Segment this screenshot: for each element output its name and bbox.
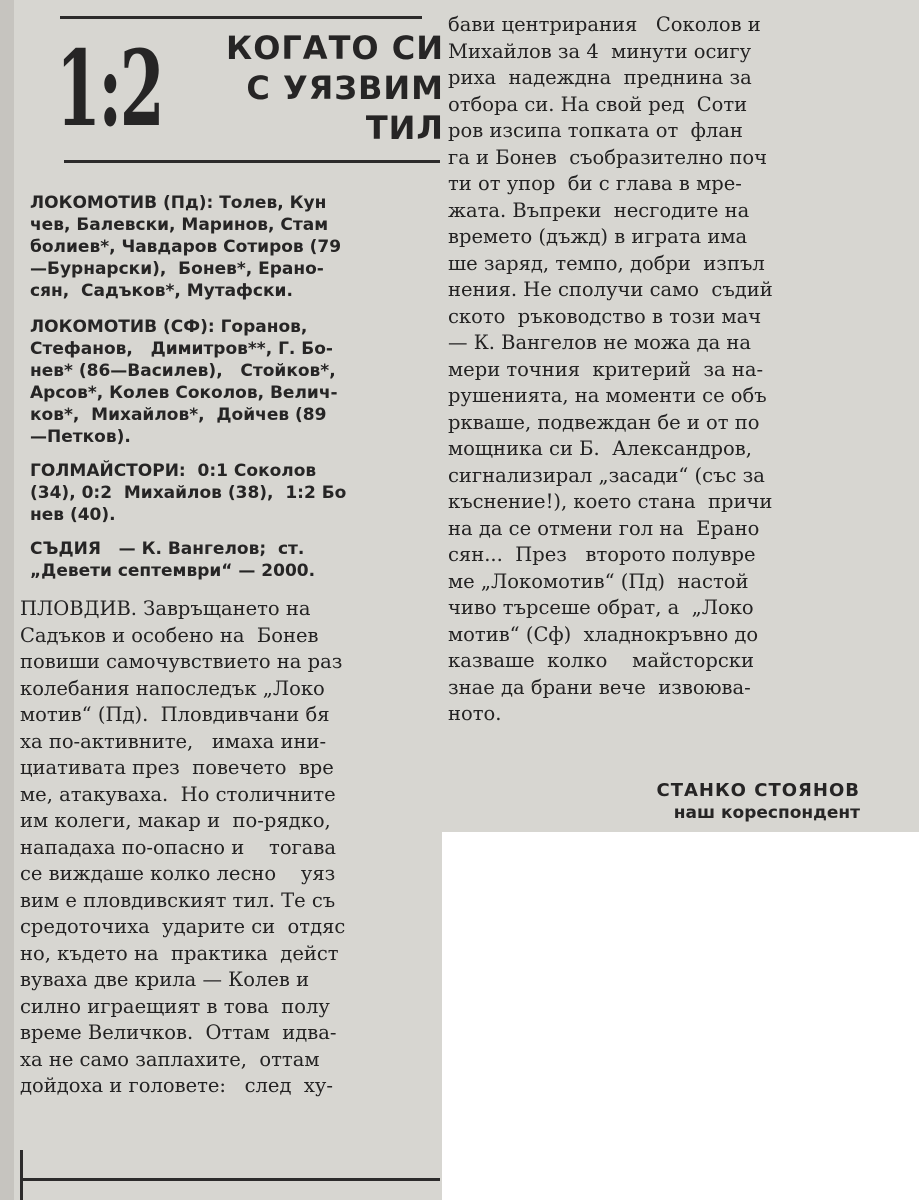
text-line: ркваше, подвеждан бе и от по [448, 410, 760, 434]
text-line: се виждаше колко лесно уяз [20, 862, 336, 885]
text-line: болиев*, Чавдаров Сотиров (79 [30, 237, 342, 257]
header-rule [64, 160, 440, 163]
headline [200, 28, 444, 148]
text-line: силно играещият в това полу [20, 994, 330, 1018]
text-line: —Петков). [30, 427, 131, 447]
text-line: га и Бонев съобразително поч [448, 145, 768, 169]
article-body-left [20, 596, 440, 1100]
text-line: ха по-активните, имаха ини- [20, 729, 327, 753]
text-line: ме „Локомотив“ (Пд) настой [448, 569, 749, 593]
text-line: чиво търсеше обрат, а „Локо [448, 596, 754, 619]
text-line: мотив“ (Сф) хладнокръвно до [448, 622, 759, 646]
text-line: сян... През второто полувре [448, 543, 756, 566]
headline-line: КОГАТО СИ [226, 29, 444, 67]
text-line: ме, атакуваха. Но столичните [20, 782, 336, 806]
text-line: но, където на практика дейст [20, 941, 339, 965]
text-line: Михайлов за 4 минути осигу [448, 39, 752, 63]
text-line: ков*, Михайлов*, Дойчев (89 [30, 405, 327, 425]
text-line: — К. Вангелов не можа да на [448, 331, 752, 354]
text-line: средоточиха ударите си отдяс [20, 915, 346, 938]
text-line: отбора си. На свой ред Соти [448, 92, 748, 116]
bottom-rule [20, 1178, 440, 1181]
text-line: ха не само заплахите, оттам [20, 1047, 320, 1071]
text-line: ти от упор би с глава в мре- [448, 172, 742, 195]
match-score: 1:2 [56, 27, 163, 150]
text-line: ското ръководство в този мач [448, 304, 762, 328]
text-line: чев, Балевски, Маринов, Стам [30, 215, 329, 235]
text-line: сигнализирал „засади“ (със за [448, 463, 765, 487]
text-line: —Бурнарски), Бонев*, Ерано- [30, 259, 324, 279]
text-line: мощника си Б. Александров, [448, 437, 752, 460]
goal-scorers [30, 460, 440, 526]
text-line: циативата през повечето вре [20, 756, 334, 779]
text-line: ше заряд, темпо, добри изпъл [448, 251, 765, 275]
text-line: нев* (86—Василев), Стойков*, [30, 361, 336, 381]
text-line: сян, Садъков*, Мутафски. [30, 281, 293, 301]
text-line: нения. Не сполучи само съдий [448, 278, 773, 301]
text-line: вим е пловдивският тил. Те съ [20, 888, 336, 912]
text-line: дойдоха и головете: след ху- [20, 1074, 333, 1097]
text-line: „Девети септември“ — 2000. [30, 561, 316, 581]
text-line: ното. [448, 702, 502, 725]
text-line: СЪДИЯ — К. Вангелов; ст. [30, 539, 305, 559]
text-line: ров изсипа топката от флан [448, 119, 743, 142]
text-line: ПЛОВДИВ. Завръщането на [20, 597, 311, 620]
text-line: Арсов*, Колев Соколов, Велич- [30, 383, 338, 403]
text-line: вуваха две крила — Колев и [20, 968, 310, 991]
text-line: жата. Въпреки несгодите на [448, 198, 750, 222]
text-line: мери точния критерий за на- [448, 357, 764, 381]
text-line: казваше колко майсторски [448, 649, 754, 672]
headline-line: С УЯЗВИМ [246, 69, 444, 107]
author-signature [560, 780, 860, 824]
text-line: бави центрирания Соколов и [448, 13, 761, 36]
text-line: Стефанов, Димитров**, Г. Бо- [30, 339, 333, 359]
article-body-right [448, 12, 914, 728]
text-line: знае да брани вече извоюва- [448, 675, 751, 699]
text-line: времето (дъжд) в играта има [448, 225, 748, 248]
author-name: СТАНКО СТОЯНОВ [656, 780, 860, 801]
text-line: повиши самочувствието на раз [20, 650, 343, 673]
top-rule [60, 16, 422, 19]
text-line: ЛОКОМОТИВ (СФ): Горанов, [30, 317, 308, 337]
text-line: нападаха по-опасно и тогава [20, 835, 337, 859]
text-line: колебания напоследък „Локо [20, 676, 325, 700]
text-line: нев (40). [30, 505, 116, 525]
referee-info [30, 538, 440, 582]
text-line: време Величков. Оттам идва- [20, 1021, 337, 1044]
corner-rule [20, 1150, 23, 1200]
text-line: ЛОКОМОТИВ (Пд): Толев, Кун [30, 193, 327, 213]
headline-line: ТИЛ [365, 109, 444, 147]
text-line: риха надеждна преднина за [448, 66, 752, 89]
clipping-edge-shadow [0, 0, 14, 1200]
text-line: на да се отмени гол на Ерано [448, 516, 760, 540]
text-line: мотив“ (Пд). Пловдивчани бя [20, 703, 330, 726]
text-line: ГОЛМАЙСТОРИ: 0:1 Соколов [30, 461, 317, 481]
text-line: къснение!), което стана причи [448, 490, 773, 513]
text-line: рушенията, на моменти се объ [448, 384, 767, 407]
lineup-plovdiv [30, 192, 440, 302]
text-line: Садъков и особено на Бонев [20, 623, 319, 647]
text-line: (34), 0:2 Михайлов (38), 1:2 Бо [30, 483, 347, 503]
lineup-sofia [30, 316, 440, 448]
text-line: им колеги, макар и по-рядко, [20, 809, 331, 832]
author-role: наш кореспондент [673, 803, 860, 823]
